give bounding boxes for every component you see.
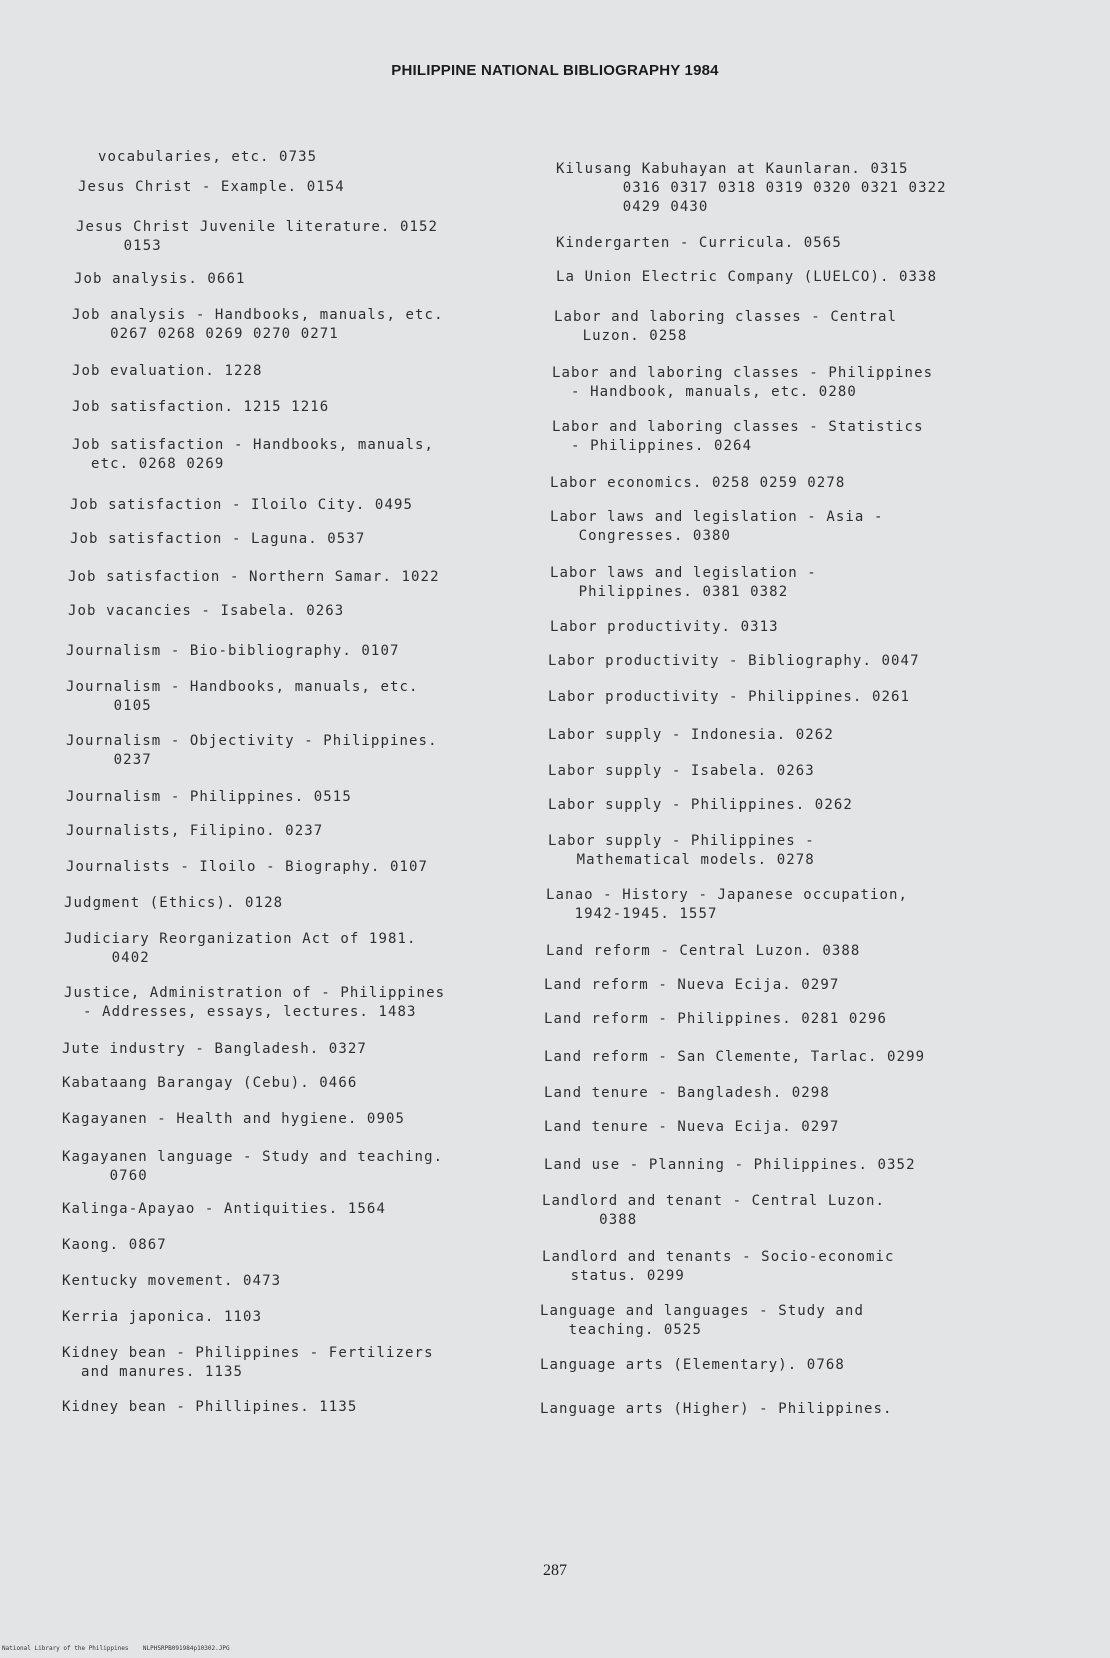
index-entry: Labor supply - Isabela. 0263 <box>548 763 815 779</box>
index-entry: Jesus Christ - Example. 0154 <box>78 179 345 195</box>
index-entry: Journalists - Iloilo - Biography. 0107 <box>66 859 429 875</box>
index-entry: Job satisfaction. 1215 1216 <box>72 399 330 415</box>
index-entry: Labor supply - Indonesia. 0262 <box>548 727 834 743</box>
index-entry: Kalinga-Apayao - Antiquities. 1564 <box>62 1201 386 1217</box>
index-entry: Language arts (Higher) - Philippines. <box>540 1401 893 1417</box>
index-entry: Job evaluation. 1228 <box>72 363 263 379</box>
index-entry: Kidney bean - Philippines - Fertilizers and manures. 1135 <box>62 1345 434 1380</box>
index-entry: Language arts (Elementary). 0768 <box>540 1357 845 1373</box>
index-entry: Labor laws and legislation - Philippines. 0381 0382 <box>550 565 817 600</box>
index-entry: Land tenure - Bangladesh. 0298 <box>544 1085 830 1101</box>
page-number: 287 <box>543 1562 567 1579</box>
index-entry: Kabataang Barangay (Cebu). 0466 <box>62 1075 358 1091</box>
index-entry: Judiciary Reorganization Act of 1981. 0402 <box>64 931 417 966</box>
scan-footer: National Library of the Philippines NLPHSRPB091984p10302.JPG <box>2 1645 230 1652</box>
index-entry: Kerria japonica. 1103 <box>62 1309 263 1325</box>
index-entry: Judgment (Ethics). 0128 <box>64 895 284 911</box>
index-entry: Job vacancies - Isabela. 0263 <box>68 603 345 619</box>
index-entry: Jesus Christ Juvenile literature. 0152 0153 <box>76 219 439 254</box>
index-entry: Land reform - Central Luzon. 0388 <box>546 943 861 959</box>
index-entry: La Union Electric Company (LUELCO). 0338 <box>556 269 938 285</box>
index-entry: Labor laws and legislation - Asia - Congresses. 0380 <box>550 509 884 544</box>
index-entry: Kentucky movement. 0473 <box>62 1273 282 1289</box>
index-entry: Labor economics. 0258 0259 0278 <box>550 475 846 491</box>
index-entry: Journalism - Bio-bibliography. 0107 <box>66 643 400 659</box>
index-entry: Jute industry - Bangladesh. 0327 <box>62 1041 367 1057</box>
index-entry: Land reform - Philippines. 0281 0296 <box>544 1011 888 1027</box>
index-entry: Kaong. 0867 <box>62 1237 167 1253</box>
index-entry: Job satisfaction - Northern Samar. 1022 <box>68 569 440 585</box>
index-entry: Labor and laboring classes - Philippines - Handbook, manuals, etc. 0280 <box>552 365 934 400</box>
index-entry: Land reform - San Clemente, Tarlac. 0299 <box>544 1049 926 1065</box>
page-header: PHILIPPINE NATIONAL BIBLIOGRAPHY 1984 <box>391 62 719 79</box>
index-entry: Job satisfaction - Handbooks, manuals, etc. 0268 0269 <box>72 437 435 472</box>
index-entry: Journalists, Filipino. 0237 <box>66 823 324 839</box>
index-entry: Job satisfaction - Laguna. 0537 <box>70 531 366 547</box>
index-entry: Land tenure - Nueva Ecija. 0297 <box>544 1119 840 1135</box>
index-entry: Labor productivity. 0313 <box>550 619 779 635</box>
index-entry: vocabularies, etc. 0735 <box>98 149 318 165</box>
index-entry: Labor and laboring classes - Central Luzon. 0258 <box>554 309 898 344</box>
index-entry: Labor supply - Philippines - Mathematical models. 0278 <box>548 833 815 868</box>
index-entry: Land use - Planning - Philippines. 0352 <box>544 1157 916 1173</box>
index-entry: Lanao - History - Japanese occupation, 1942-1945. 1557 <box>546 887 909 922</box>
index-entry: Journalism - Handbooks, manuals, etc. 0105 <box>66 679 419 714</box>
index-entry: Justice, Administration of - Philippines - Addresses, essays, lectures. 1483 <box>64 985 446 1020</box>
index-entry: Journalism - Objectivity - Philippines. 0237 <box>66 733 438 768</box>
index-entry: Labor and laboring classes - Statistics - Philippines. 0264 <box>552 419 924 454</box>
index-entry: Job analysis - Handbooks, manuals, etc. 0267 0268 0269 0270 0271 <box>72 307 444 342</box>
index-entry: Land reform - Nueva Ecija. 0297 <box>544 977 840 993</box>
index-entry: Language and languages - Study and teaching. 0525 <box>540 1303 864 1338</box>
index-entry: Job satisfaction - Iloilo City. 0495 <box>70 497 414 513</box>
index-entry: Job analysis. 0661 <box>74 271 246 287</box>
index-entry: Kagayanen - Health and hygiene. 0905 <box>62 1111 406 1127</box>
index-entry: Journalism - Philippines. 0515 <box>66 789 352 805</box>
index-entry: Landlord and tenants - Socio-economic status. 0299 <box>542 1249 895 1284</box>
index-entry: Kilusang Kabuhayan at Kaunlaran. 0315 0316 0317 0318 0319 0320 0321 0322 0429 0430 <box>556 161 947 215</box>
index-entry: Labor productivity - Philippines. 0261 <box>548 689 911 705</box>
index-entry: Labor productivity - Bibliography. 0047 <box>548 653 920 669</box>
index-entry: Landlord and tenant - Central Luzon. 0388 <box>542 1193 886 1228</box>
index-entry: Labor supply - Philippines. 0262 <box>548 797 853 813</box>
index-entry: Kindergarten - Curricula. 0565 <box>556 235 842 251</box>
index-entry: Kagayanen language - Study and teaching. 0760 <box>62 1149 444 1184</box>
index-entry: Kidney bean - Phillipines. 1135 <box>62 1399 358 1415</box>
